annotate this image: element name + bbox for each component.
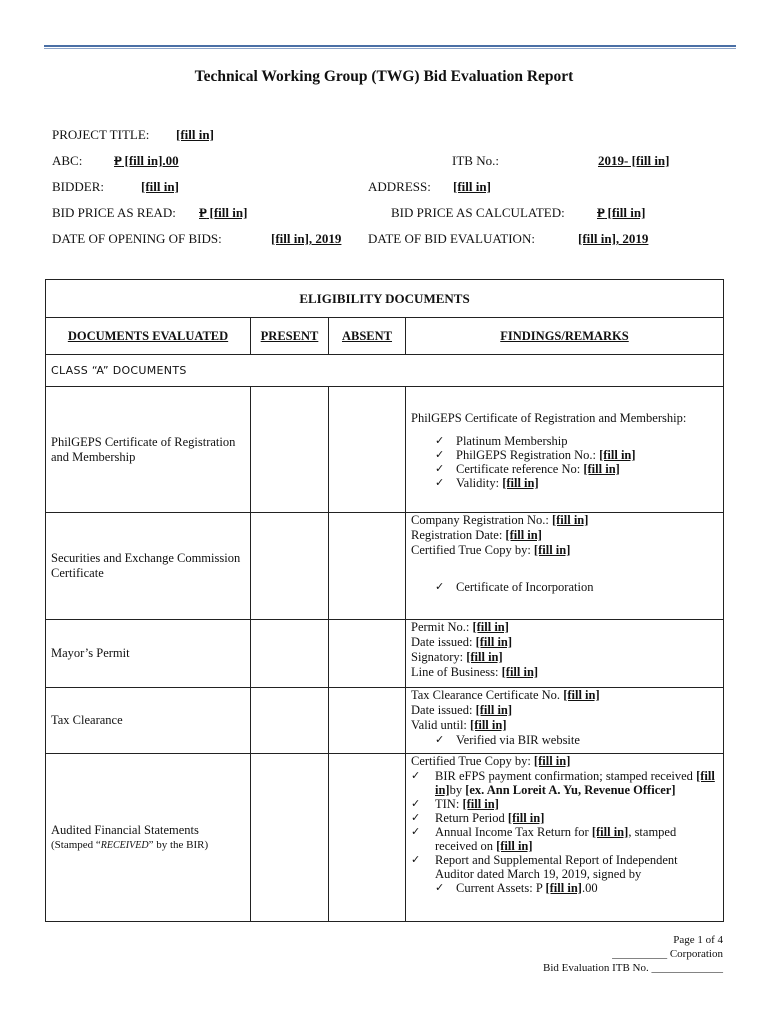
class-a-heading: CLASS “A” DOCUMENTS [46,355,724,387]
list-item [411,797,718,811]
itb-label: ITB No.: [452,153,499,168]
fill-in[interactable]: [fill in] [591,825,629,839]
sec-line [411,528,718,543]
fill-in[interactable]: [fill in] [496,839,533,853]
table-row [46,513,724,620]
line-label: Tax Clearance Certificate No. [411,688,564,702]
sec-checklist [411,580,718,594]
itb-line: Bid Evaluation ITB No. _____________ [543,962,723,974]
sub-text: ” by the BIR) [148,838,209,851]
afs-line [411,754,718,769]
table-heading: ELIGIBILITY DOCUMENTS [46,280,724,318]
bidder-value[interactable]: [fill in] [141,179,179,194]
opening-date-label: DATE OF OPENING OF BIDS: [52,231,222,246]
afs-checklist [411,769,718,881]
address-value[interactable]: [fill in] [453,179,491,194]
corporation-line: __________ Corporation [612,948,723,960]
doc-mayors-permit: Mayor’s Permit [46,620,251,688]
tax-line [411,688,718,703]
list-item: ✓ Platinum Membership [435,434,718,448]
fill-in[interactable]: [fill in] [599,448,636,462]
bid-price-calc-value[interactable] [597,205,645,221]
list-item [435,462,718,476]
col-present: PRESENT [251,318,329,355]
list-item: ✓ Verified via BIR website [435,733,718,747]
item-text: , stamped received on [435,825,677,853]
fill-in[interactable]: [fill in] [545,881,582,895]
list-item [435,448,718,462]
item-text: Current Assets: P [456,881,546,895]
line-label: Line of Business: [411,665,502,679]
fill-in[interactable]: [fill in] [505,528,542,542]
project-title-value[interactable]: [fill in] [176,127,214,142]
philgeps-checklist [411,434,718,490]
project-title-label: PROJECT TITLE: [52,127,150,142]
abc-label: ABC: [52,153,83,168]
abc-value[interactable] [114,153,179,169]
doc-afs [46,754,251,922]
line-label: Date issued: [411,703,476,717]
item-example: [ex. Ann Loreit A. Yu, Revenue Officer] [465,783,676,797]
afs-subchecklist [411,881,718,895]
fill-in[interactable]: [fill in] [563,688,600,702]
tax-line [411,718,718,733]
absent-cell[interactable] [329,688,406,754]
fill-in[interactable]: [fill in] [502,476,539,490]
address-label: ADDRESS: [368,179,431,194]
tax-line [411,703,718,718]
findings-tax[interactable] [406,688,724,754]
fill-in[interactable]: [fill in] [475,635,513,649]
fill-in[interactable]: [fill in] [475,703,513,717]
sub-text: (Stamped “ [51,838,101,851]
line-label: Company Registration No.: [411,513,552,527]
philgeps-intro: PhilGEPS Certificate of Registration and Membership: [411,411,687,425]
item-label: Certificate reference No: [456,462,584,476]
doc-tax-clearance: Tax Clearance [46,688,251,754]
page-footer [543,933,723,975]
absent-cell[interactable] [329,754,406,922]
peso-sign: P [199,205,207,220]
col-documents-evaluated: DOCUMENTS EVALUATED [46,318,251,355]
line-label: Signatory: [411,650,467,664]
col-absent: ABSENT [329,318,406,355]
findings-mayor[interactable] [406,620,724,688]
item-text: Return Period [435,811,508,825]
bid-calc-amount: [fill in] [604,205,646,220]
findings-afs[interactable] [406,754,724,922]
evaluation-date-value[interactable]: [fill in], 2019 [578,231,649,246]
list-item: ✓ Report and Supplemental Report of Independent Auditor dated March 19, 2019, signed by [411,853,718,881]
item-label: PhilGEPS Registration No.: [456,448,600,462]
line-label: Permit No.: [411,620,473,634]
opening-date-value[interactable]: [fill in], 2019 [271,231,342,246]
bid-price-calc-label: BID PRICE AS CALCULATED: [391,205,565,220]
page-number: Page 1 of 4 [673,934,723,946]
header-rule [44,45,736,47]
eligibility-table [45,279,724,922]
header-rule-thin [44,48,736,49]
afs-sub [51,838,245,853]
fill-in[interactable]: [fill in] [533,543,571,557]
peso-sign: P [114,153,122,168]
item-text: Annual Income Tax Return for [435,825,592,839]
mayor-line [411,665,718,680]
list-item [435,881,718,895]
fill-in[interactable]: [fill in] [507,811,545,825]
item-text: BIR eFPS payment confirmation; stamped received [435,769,697,783]
bid-read-amount: [fill in] [206,205,248,220]
fill-in[interactable]: [fill in] [583,462,620,476]
item-text: TIN: [435,797,463,811]
present-cell[interactable] [251,620,329,688]
fill-in[interactable]: [fill in] [470,718,507,732]
item-text: by [449,783,466,797]
fill-in[interactable]: [fill in] [533,754,571,768]
doc-sec: Securities and Exchange Commission Certificate [46,513,251,620]
mayor-line [411,620,718,635]
sub-emphasis: RECEIVED [100,839,149,851]
line-label: Certified True Copy by: [411,754,534,768]
line-label: Registration Date: [411,528,506,542]
evaluation-date-label: DATE OF BID EVALUATION: [368,231,535,246]
abc-amount: [fill in].00 [121,153,179,168]
present-cell[interactable] [251,754,329,922]
line-label: Date issued: [411,635,476,649]
present-cell[interactable] [251,513,329,620]
fill-in[interactable]: [fill in] [466,650,503,664]
peso-sign: P [597,205,605,220]
list-item [435,476,718,490]
mayor-line [411,635,718,650]
findings-philgeps[interactable] [406,387,724,513]
table-row [46,688,724,754]
item-label: Validity: [456,476,503,490]
sec-line [411,543,718,558]
sec-line [411,513,718,528]
bid-price-read-label: BID PRICE AS READ: [52,205,176,220]
doc-philgeps: PhilGEPS Certificate of Registration and Membership [46,387,251,513]
absent-cell[interactable] [329,387,406,513]
line-label: Certified True Copy by: [411,543,534,557]
findings-sec[interactable] [406,513,724,620]
list-item [411,811,718,825]
list-item: ✓ Certificate of Incorporation [435,580,718,594]
itb-value[interactable]: 2019- [fill in] [598,153,670,168]
bid-price-read-value[interactable] [199,205,247,221]
list-item [411,825,718,853]
col-findings: FINDINGS/REMARKS [406,318,724,355]
present-cell[interactable] [251,387,329,513]
fill-in[interactable]: [fill in] [435,769,715,797]
absent-cell[interactable] [329,513,406,620]
table-row [46,387,724,513]
list-item [411,769,718,797]
table-row [46,754,724,922]
table-row [46,620,724,688]
fill-in[interactable]: [fill in] [501,665,539,679]
fill-in[interactable]: [fill in] [551,513,589,527]
report-title: Technical Working Group (TWG) Bid Evaluation Report [194,68,574,85]
item-text: .00 [581,881,598,895]
fill-in[interactable]: [fill in] [472,620,509,634]
line-label: Valid until: [411,718,471,732]
fill-in[interactable]: [fill in] [462,797,499,811]
mayor-line [411,650,718,665]
bidder-label: BIDDER: [52,179,104,194]
present-cell[interactable] [251,688,329,754]
tax-checklist [411,733,718,747]
absent-cell[interactable] [329,620,406,688]
afs-name: Audited Financial Statements [51,822,199,837]
